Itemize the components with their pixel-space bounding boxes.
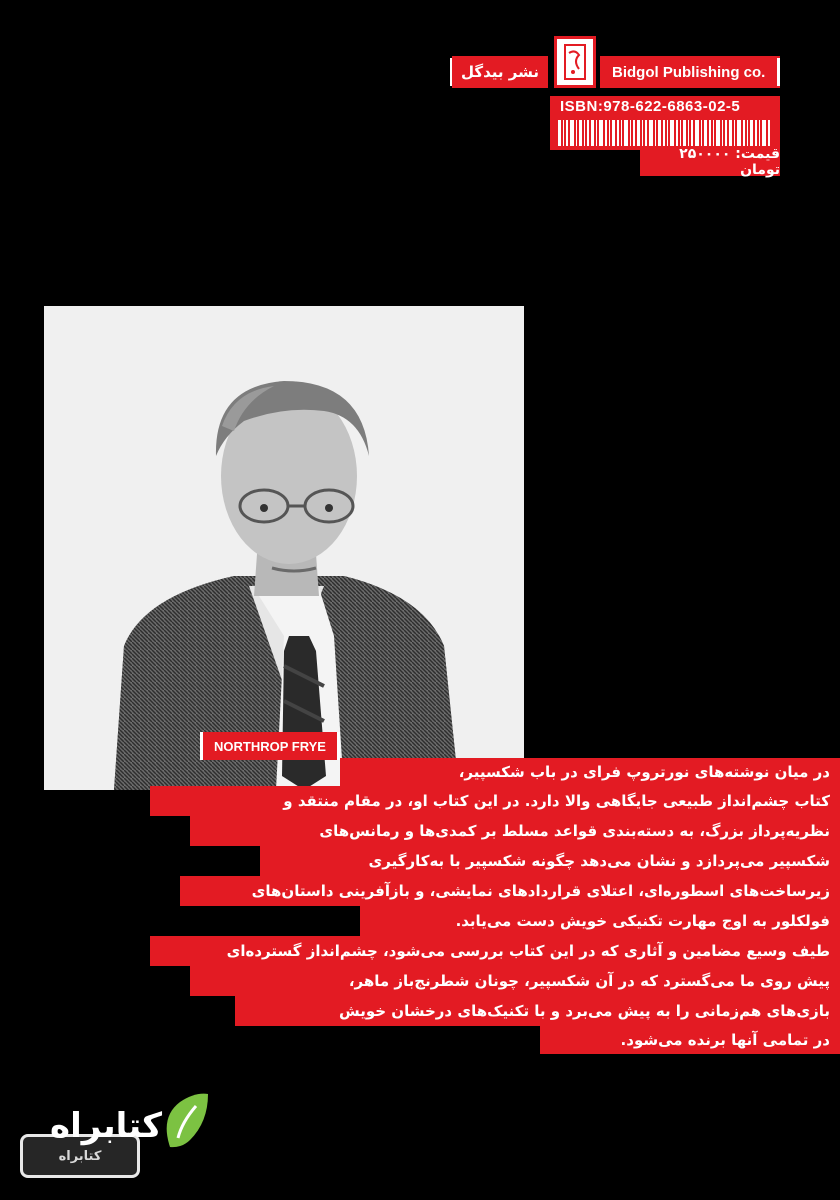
description-line: زیرساخت‌های اسطوره‌ای، اعتلای قراردادهای نمایشی، و بازآفرینی داستان‌های	[180, 876, 840, 906]
description-line: در تمامی آنها برنده می‌شود.	[540, 1026, 840, 1054]
author-photo	[44, 306, 524, 790]
description-line: فولکلور به اوج مهارت تکنیکی خویش دست می‌یابد.	[360, 906, 840, 936]
publisher-name-fa: نشر بیدگل	[452, 56, 548, 88]
description-line: در میان نوشته‌های نورتروپ فرای در باب شکسپیر،	[340, 758, 840, 786]
divider	[777, 58, 780, 86]
leaf-icon	[160, 1092, 210, 1152]
watermark-subtext: کتابراه	[20, 1134, 140, 1178]
isbn-number: ISBN:978-622-6863-02-5	[560, 98, 741, 115]
price-label: قیمت: ۲۵۰۰۰۰ تومان	[640, 148, 780, 176]
description-line: پیش روی ما می‌گسترد که در آن شکسپیر، چونان شطرنج‌باز ماهر،	[190, 966, 840, 996]
author-name-caption: NORTHROP FRYE	[200, 732, 340, 760]
publisher-logo-icon	[554, 36, 596, 88]
description-line: طیف وسیع مضامین و آثاری که در این کتاب بررسی می‌شود، چشم‌انداز گسترده‌ای	[150, 936, 840, 966]
description-line: شکسپیر می‌پردازد و نشان می‌دهد چگونه شکسپیر با به‌کارگیری	[260, 846, 840, 876]
barcode-icon	[558, 120, 772, 146]
watermark-text: کتابراه	[50, 1106, 163, 1146]
description-line: نظریه‌پرداز بزرگ، به دسته‌بندی قواعد مسلط بر کمدی‌ها و رمانس‌های	[190, 816, 840, 846]
watermark-logo	[10, 1088, 210, 1188]
description-line: کتاب چشم‌انداز طبیعی جایگاهی والا دارد. در این کتاب او، در مقام منتقد و	[150, 786, 840, 816]
publisher-block	[450, 36, 780, 176]
isbn-barcode	[550, 96, 780, 150]
description-line: بازی‌های هم‌زمانی را به پیش می‌برد و با تکنیک‌های درخشان خویش	[235, 996, 840, 1026]
publisher-name-en: Bidgol Publishing co.	[600, 56, 780, 88]
